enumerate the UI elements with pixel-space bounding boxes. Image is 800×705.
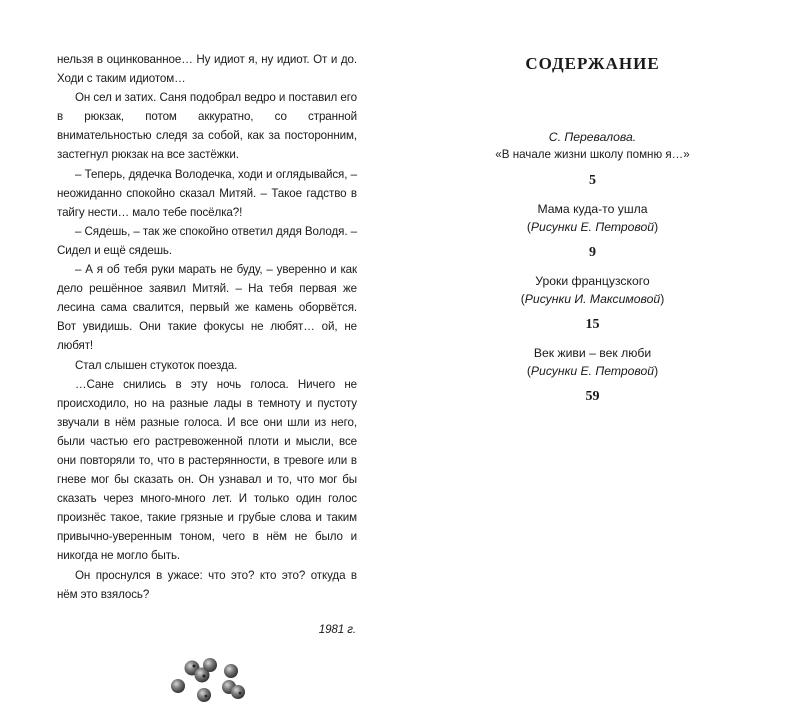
toc-entry <box>440 344 745 380</box>
illustrator-credit: Рисунки Е. Петровой <box>530 364 655 378</box>
toc-page-number: 15 <box>585 317 600 332</box>
illustrator-credit: Рисунки И. Максимовой <box>524 292 661 306</box>
illustrator-credit: Рисунки Е. Петровой <box>530 220 655 234</box>
paragraph: …Сане снились в эту ночь голоса. Ничего не происходило, но на разные лады в темноту и пустоту звучали в нём разные голоса. И все они шли из него, были частью его растревоженной плоти и мысли, все они повторяли то, что в растерянности, в тревоге или в гневе мог бы сказать он. Он узнавал и то, что мог бы сказать через много-много лет. И только один голос произнёс такое, такие грязные и грубые слова и таким привычно-уверенным тоном, чего в нём не было и никогда не могло быть. <box>57 377 357 563</box>
toc-entry-title: «В начале жизни школу помню я…» <box>495 148 690 161</box>
paragraph: – Теперь, дядечка Володечка, ходи и оглядывайся, – неожиданно спокойно сказал Митяй. – Такое гадство в тайгу нести… мало тебе посёлка?! <box>57 167 357 219</box>
toc-entry-title: Уроки французского <box>535 274 650 288</box>
toc-entry-credit: (Рисунки Е. Петровой) <box>526 220 659 234</box>
toc-title: СОДЕРЖАНИЕ <box>525 54 660 73</box>
berries-illustration <box>165 649 255 705</box>
date-signature: 1981 г. <box>318 622 356 636</box>
berry-icon <box>171 658 245 702</box>
toc-author: С. Перевалова. <box>548 130 637 144</box>
toc-page-number: 59 <box>585 389 600 404</box>
toc-entry <box>440 272 745 308</box>
paragraph: – Сядешь, – так же спокойно ответил дядя Володя. – Сидел и ещё сядешь. <box>57 224 357 257</box>
toc-entry-title: Век живи – век люби <box>533 346 652 360</box>
toc-page-number: 9 <box>589 245 596 260</box>
toc-entry <box>440 200 745 236</box>
paragraph: Он проснулся в ужасе: что это? кто это? откуда в нём это взялось? <box>57 568 357 601</box>
left-page-text <box>57 50 357 705</box>
paragraph: нельзя в оцинкованное… Ну идиот я, ну идиот. От и до. Ходи с таким идиотом… <box>57 53 357 86</box>
toc-entry-title: Мама куда-то ушла <box>537 202 648 216</box>
paragraph: Он сел и затих. Саня подобрал ведро и поставил его в рюкзак, потом аккуратно, со странной внимательностью следя за собой, как за посторонним, застегнул рюкзак на все застёжки. <box>57 91 357 162</box>
toc-entry-credit: (Рисунки Е. Петровой) <box>526 364 659 378</box>
toc-entry <box>440 128 745 164</box>
paragraph: – А я об тебя руки марать не буду, – уверенно и как дело решённое заявил Митяй. – На тебя первая же лесина сама свалится, первый же камень оборвётся. Вот увидишь. Они такие фокусы не любят… ой, не любят! <box>57 263 357 353</box>
toc-page-number: 5 <box>589 173 596 188</box>
toc-entry-credit: (Рисунки И. Максимовой) <box>520 292 665 306</box>
paragraph: Стал слышен стукоток поезда. <box>75 358 238 372</box>
